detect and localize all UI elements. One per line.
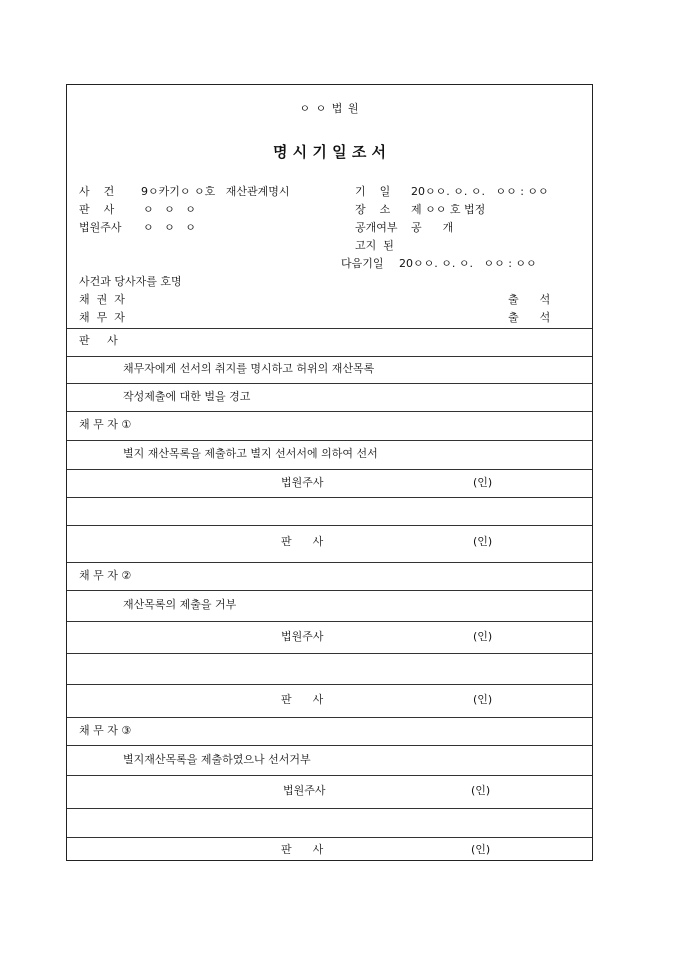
- row-divider: [67, 411, 592, 412]
- clerk-label: 법원주사: [79, 221, 122, 234]
- notice-label: 고지 된: [355, 239, 394, 252]
- debtor1-clerk: 법원주사: [281, 476, 324, 489]
- parties-heading: 사건과 당사자를 호명: [79, 275, 182, 288]
- debtor-label: 채 무 자: [79, 311, 125, 324]
- debtor2-judge: 판 사: [281, 693, 324, 706]
- next-date-value: 20ㅇㅇ. ㅇ. ㅇ. ㅇㅇ : ㅇㅇ: [399, 257, 537, 270]
- creditor-label: 채 권 자: [79, 293, 125, 306]
- row-divider: [67, 440, 592, 441]
- debtor1-judge-seal: (인): [473, 535, 493, 548]
- judge-section-label: 판 사: [79, 334, 118, 347]
- row-divider: [67, 653, 592, 654]
- row-divider: [67, 356, 592, 357]
- row-divider: [67, 621, 592, 622]
- judge-section-line2: 작성제출에 대한 벌을 경고: [123, 390, 251, 403]
- debtor3-clerk: 법원주사: [283, 784, 326, 797]
- row-divider: [67, 469, 592, 470]
- debtor1-clerk-seal: (인): [473, 476, 493, 489]
- row-divider: [67, 717, 592, 718]
- debtor-status: 출 석: [508, 311, 551, 324]
- row-divider: [67, 328, 592, 329]
- debtor3-label: 채 무 자 ③: [79, 724, 132, 737]
- debtor2-judge-seal: (인): [473, 693, 493, 706]
- row-divider: [67, 745, 592, 746]
- debtor3-judge: 판 사: [281, 843, 324, 856]
- place-value: 제 ㅇㅇ 호 법정: [411, 203, 486, 216]
- row-divider: [67, 775, 592, 776]
- row-divider: [67, 525, 592, 526]
- creditor-status: 출 석: [508, 293, 551, 306]
- case-value: 9ㅇ카기ㅇ ㅇ호 재산관계명시: [141, 185, 290, 198]
- row-divider: [67, 837, 592, 838]
- row-divider: [67, 684, 592, 685]
- row-divider: [67, 562, 592, 563]
- place-label: 장 소: [355, 203, 391, 216]
- debtor2-label: 채 무 자 ②: [79, 569, 132, 582]
- debtor1-content: 별지 재산목록을 제출하고 별지 선서서에 의하여 선서: [123, 447, 378, 460]
- judge-label: 판 사: [79, 203, 115, 216]
- debtor3-content: 별지재산목록을 제출하였으나 선서거부: [123, 753, 311, 766]
- date-label: 기 일: [355, 185, 391, 198]
- debtor3-clerk-seal: (인): [471, 784, 491, 797]
- court-name: ㅇ ㅇ 법 원: [299, 102, 360, 115]
- public-label: 공개여부: [355, 221, 398, 234]
- date-value: 20ㅇㅇ. ㅇ. ㅇ. ㅇㅇ : ㅇㅇ: [411, 185, 549, 198]
- judge-section-line1: 채무자에게 선서의 취지를 명시하고 허위의 재산목록: [123, 362, 375, 375]
- debtor3-judge-seal: (인): [471, 843, 491, 856]
- document-title: 명 시 기 일 조 서: [272, 143, 387, 161]
- clerk-value: ㅇ ㅇ ㅇ: [143, 221, 196, 234]
- row-divider: [67, 383, 592, 384]
- debtor2-clerk-seal: (인): [473, 630, 493, 643]
- row-divider: [67, 808, 592, 809]
- document-frame: [66, 84, 593, 861]
- judge-value: ㅇ ㅇ ㅇ: [143, 203, 196, 216]
- row-divider: [67, 497, 592, 498]
- debtor1-judge: 판 사: [281, 535, 324, 548]
- public-value: 공 개: [411, 221, 454, 234]
- debtor2-clerk: 법원주사: [281, 630, 324, 643]
- next-date-label: 다음기일: [341, 257, 384, 270]
- debtor2-content: 재산목록의 제출을 거부: [123, 598, 237, 611]
- debtor1-label: 채 무 자 ①: [79, 418, 132, 431]
- case-label: 사 건: [79, 185, 115, 198]
- row-divider: [67, 590, 592, 591]
